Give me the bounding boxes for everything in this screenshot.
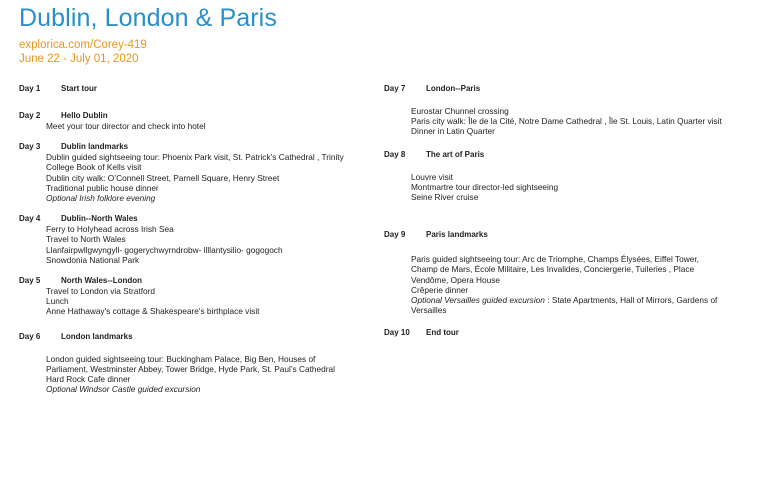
optional-activity: Optional Windsor Castle guided excursion: [46, 384, 201, 395]
day-9: [384, 229, 754, 315]
activity: Montmartre tour director-led sightseeing: [411, 181, 559, 192]
day-title: Start tour: [61, 84, 97, 93]
activity: Traditional public house dinner: [46, 182, 159, 193]
optional-detail: : State Apartments, Hall of Mirrors, Gardens of Versailles: [411, 295, 718, 316]
day-number: Day 1: [19, 84, 41, 93]
activity: Paris guided sightseeing tour: Arc de Triomphe, Champs Élysées, Eiffel Tower, Champ de Mars, École Militaire, Les Invalides, Conciergerie, Tuileries , Place Vendôme, Opera House: [411, 254, 699, 285]
day-5: [19, 275, 374, 317]
day-title: London landmarks: [61, 331, 133, 341]
day-number: Day 5: [19, 276, 41, 286]
activity: London guided sightseeing tour: Buckingham Palace, Big Ben, Houses of Parliament, Westminster Abbey, Tower Bridge, Hyde Park, St. Paul’s Cathedral: [46, 353, 335, 374]
activity: Dublin guided sightseeing tour: Phoenix Park visit, St. Patrick’s Cathedral , Trinity College Book of Kells visit: [46, 152, 344, 173]
day-10: [384, 327, 754, 338]
day-number: Day 10: [384, 328, 410, 338]
activity: Travel to London via Stratford: [46, 286, 155, 297]
day-title: Dublin landmarks: [61, 142, 129, 152]
day-3: [19, 141, 374, 203]
activity: Louvre visit: [411, 171, 453, 182]
day-title: London--Paris: [426, 84, 481, 93]
activity: Crêperie dinner: [411, 284, 469, 295]
day-title: Hello Dublin: [61, 111, 108, 120]
day-number: Day 6: [19, 331, 41, 341]
day-4: [19, 213, 374, 265]
day-title: Dublin--North Wales: [61, 214, 138, 224]
activity: Anne Hathaway's cottage & Shakespeare's birthplace visit: [46, 306, 260, 317]
day-number: Day 4: [19, 214, 41, 224]
activity: Lunch: [46, 296, 69, 307]
trip-dates: June 22 - July 01, 2020: [19, 53, 139, 65]
activity: Hard Rock Cafe dinner: [46, 374, 131, 385]
activity: Llanfairpwllgwyngyll- gogerychwyrndrobw- llllantysilio- gogogoch: [46, 244, 283, 255]
activity: Meet your tour director and check into hotel: [46, 121, 206, 131]
activity: Dublin city walk: O’Connell Street, Parnell Square, Henry Street: [46, 172, 280, 183]
activity: Eurostar Chunnel crossing: [411, 106, 509, 116]
day-title: The art of Paris: [426, 149, 485, 159]
day-title: End tour: [426, 328, 459, 338]
page-title: Dublin, London & Paris: [19, 4, 277, 32]
day-title: Paris landmarks: [426, 230, 488, 240]
day-8: [384, 149, 754, 203]
day-7: [384, 83, 754, 137]
day-number: Day 8: [384, 149, 406, 159]
activity: Seine River cruise: [411, 192, 479, 203]
optional-activity: Optional Irish folklore evening: [46, 193, 156, 204]
optional-label: Optional Versailles guided excursion: [411, 295, 545, 306]
day-number: Day 2: [19, 111, 41, 120]
day-1: [19, 83, 374, 94]
trip-url[interactable]: explorica.com/Corey-419: [19, 39, 147, 51]
itinerary-left-column: [19, 83, 374, 394]
day-number: Day 9: [384, 230, 406, 240]
activity: Travel to North Wales: [46, 234, 126, 245]
day-2: [19, 110, 374, 131]
activity: Ferry to Holyhead across Irish Sea: [46, 224, 174, 235]
activity: Dinner in Latin Quarter: [411, 126, 495, 137]
day-number: Day 3: [19, 142, 41, 152]
activity: Paris city walk: Île de la Cité, Notre Dame Cathedral , Île St. Louis, Latin Quarter visit: [411, 116, 722, 127]
day-6: [19, 331, 374, 395]
activity: Snowdonia National Park: [46, 254, 140, 265]
day-title: North Wales--London: [61, 276, 143, 286]
day-number: Day 7: [384, 84, 406, 93]
optional-activity: [384, 295, 754, 315]
itinerary-right-column: [384, 83, 754, 338]
